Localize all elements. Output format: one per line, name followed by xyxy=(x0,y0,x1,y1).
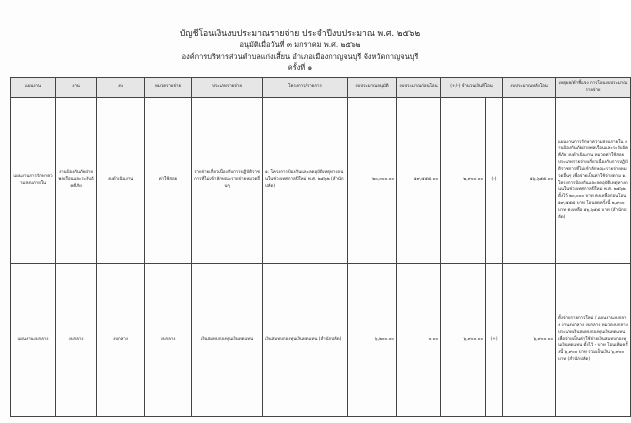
header-category: หมวดรายจ่าย xyxy=(145,78,192,98)
cell-after: ๑๖,๖๕๕.๐๐ xyxy=(503,98,556,264)
cell-before: ๑๙,๕๕๕.๐๐ xyxy=(397,98,441,264)
cell-category: งบกลาง xyxy=(145,264,192,417)
table-header-row xyxy=(11,78,631,98)
header-reason: เหตุผล/คำชี้แจง การโอนงบประมาณรายจ่าย xyxy=(556,78,631,98)
table-row xyxy=(11,98,631,264)
cell-work: งานป้องกันภัยฝ่ายพลเรือนและระงับอัคคีภัย xyxy=(56,98,97,264)
round-number: ครั้งที่ ๑ xyxy=(287,63,313,72)
cell-amount: ๖,๙๐๐.๐๐ xyxy=(441,264,486,417)
header-approved: งบประมาณอนุมัติ xyxy=(348,78,397,98)
cell-amount: ๒,๙๐๐.๐๐ xyxy=(441,98,486,264)
cell-project: เงินสมทบกองทุนเงินทดแทน (สำนักปลัด) xyxy=(263,264,348,417)
cell-sign: (-) xyxy=(486,98,503,264)
cell-type: เงินสมทบกองทุนเงินทดแทน xyxy=(192,264,263,417)
cell-type: รายจ่ายเกี่ยวเนื่องกับการปฏิบัติราชการที่ไม่เข้าลักษณะรายจ่ายหมวดอื่นๆ xyxy=(192,98,263,264)
header-before: งบประมาณก่อนโอน xyxy=(397,78,441,98)
cell-project: ๑. โครงการป้องกันและลดอุบัติเหตุทางถนนในช่วงเทศกาลปีใหม่ พ.ศ. ๒๕๖๒ (สำนักปลัด) xyxy=(263,98,348,264)
header-project: โครงการ/รายการ xyxy=(263,78,348,98)
cell-plan: แผนงานงบกลาง xyxy=(11,264,56,417)
header-plan: แผนงาน xyxy=(11,78,56,98)
cell-approved: ๖,๒๐๐.๐๐ xyxy=(348,264,397,417)
document-title: บัญชีโอนเงินงบประมาณรายจ่าย ประจำปีงบประมาณ พ.ศ. ๒๕๖๒ xyxy=(179,29,421,39)
cell-after: ๖,๙๐๐.๐๐ xyxy=(503,264,556,417)
organization-name: องค์การบริหารส่วนตำบลแก่งเสี้ยน อำเภอเมืองกาญจนบุรี จังหวัดกาญจนบุรี xyxy=(181,52,419,61)
transfer-table xyxy=(10,77,631,417)
table-row xyxy=(11,264,631,417)
cell-budget: งบดำเนินงาน xyxy=(97,98,145,264)
cell-sign: (+) xyxy=(486,264,503,417)
cell-reason: แผนงานการรักษาความสงบภายใน งานป้องกันภัยฝ่ายพลเรือนและระงับอัคคีภัย งบดำเนินงาน หมวดค่าใช้สอย ประเภทรายจ่ายเกี่ยวเนื่องกับการปฏิบัติราชการที่ไม่เข้าลักษณะรายจ่ายหมวดอื่นๆ เพื่อจ่ายเป็นค่าใช้จ่ายตาม ๑. โครงการป้องกันและลดอุบัติเหตุทางถนนในช่วงเทศกาลปีใหม่ พ.ศ. ๒๕๖๒ ตั้งไว้ ๒๐,๐๐๐ บาท คงเหลือก่อนโอน ๑๙,๕๕๕ บาท โอนลดครั้งนี้ ๒,๙๐๐ บาท คงเหลือ ๑๖,๖๕๕ บาท (สำนักปลัด) xyxy=(556,98,631,264)
approval-date: อนุมัติเมื่อวันที่ ๓ มกราคม พ.ศ. ๒๕๖๒ xyxy=(239,40,361,49)
cell-plan: แผนงานการรักษาความสงบภายใน xyxy=(11,98,56,264)
header-budget: งบ xyxy=(97,78,145,98)
header-work: งาน xyxy=(56,78,97,98)
cell-approved: ๒๐,๐๐๐.๐๐ xyxy=(348,98,397,264)
cell-budget: งบกลาง xyxy=(97,264,145,417)
header-after: งบประมาณหลังโอน xyxy=(503,78,556,98)
cell-work: งบกลาง xyxy=(56,264,97,417)
cell-reason: ตั้งจ่ายรายการใหม่ / แผนงานงบกลาง งานงบกลาง งบกลาง หมวดงบกลาง ประเภทเงินสมทบกองทุนเงินทดแทน เพื่อจ่ายเป็นค่าใช้จ่ายเงินสมทบกองทุนเงินทดแทน ตั้งไว้ - บาท โอนเพิ่มครั้งนี้ ๖,๙๐๐ บาท รวมเป็นเงิน ๖,๙๐๐ บาท (สำนักปลัด) xyxy=(556,264,631,417)
cell-before: ๐.๐๐ xyxy=(397,264,441,417)
cell-category: ค่าใช้สอย xyxy=(145,98,192,264)
header-type: ประเภทรายจ่าย xyxy=(192,78,263,98)
header-amount: (+/-) จำนวนเงินที่โอน xyxy=(441,78,503,98)
